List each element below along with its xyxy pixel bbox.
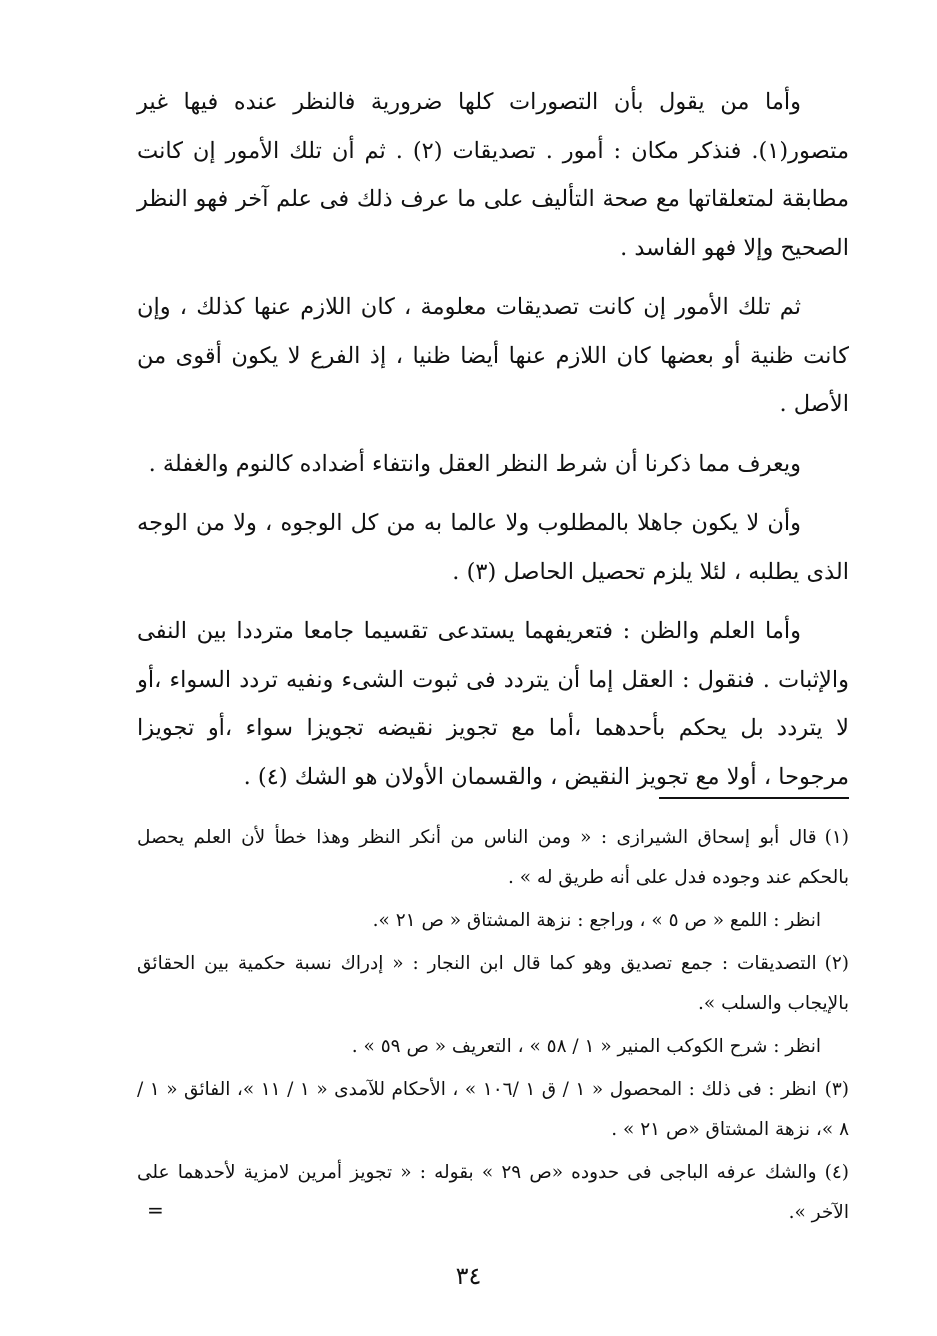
paragraph-1: وأما من يقول بأن التصورات كلها ضرورية فالنظر عنده فيها غير متصور(١). فنذكر مكان : أمور . تصديقات (٢) . ثم أن تلك الأمور إن كانت مطابقة لمتعلقاتها مع صحة التأليف على ما عرف ذلك فى علم آخر فهو النظر الصحيح وإلا فهو الفاسد .	[137, 89, 849, 261]
paragraph-2: ثم تلك الأمور إن كانت تصديقات معلومة ، كان اللازم عنها كذلك ، وإن كانت ظنية أو بعضها كان اللازم عنها أيضا ظنيا ، إذ الفرع لا يكون أقوى من الأصل .	[137, 294, 849, 417]
footnote-3	[137, 1070, 849, 1150]
footnote-number: (٣)	[824, 1079, 850, 1100]
footnote-4	[137, 1153, 849, 1233]
footnote-number: (٤)	[824, 1162, 849, 1183]
footnote-text: قال أبو إسحاق الشيرازى : « ومن الناس من أنكر النظر وهذا خطأ لأن العلم يحصل بالحكم عند وجوده فدل على أنه طريق له » .	[137, 827, 849, 888]
footnote-number: (٢)	[824, 953, 849, 974]
footnote-1	[137, 818, 849, 898]
footnote-text: التصديقات : جمع تصديق وهو كما قال ابن النجار : « إدراك نسبة حكمية بين الحقائق بالإيجاب والسلب ».	[137, 953, 849, 1014]
footnote-2-reference: انظر : شرح الكوكب المنير « ١ / ٥٨ » ، التعريف « ص ٥٩ » .	[351, 1036, 821, 1057]
footnotes	[137, 818, 849, 1236]
paragraph-5: وأما العلم والظن : فتعريفهما يستدعى تقسيما جامعا مترددا بين النفى والإثبات . فنقول : العقل إما أن يتردد فى ثبوت الشىء ونفيه تردد السواء ،أو لا يتردد بل يحكم بأحدهما ،أما مع تجويز نقيضه تجويزا سواء ،أو تجويزا مرجوحا ، أولا مع تجويز النقيض ، والقسمان الأولان هو الشك (٤) .	[137, 618, 849, 790]
footnote-2	[137, 944, 849, 1024]
footnote-separator	[659, 797, 849, 799]
footnote-1-reference: انظر : اللمع « ص ٥ » ، وراجع : نزهة المشتاق « ص ٢١ ».	[372, 910, 821, 931]
footnote-text: والشك عرفه الباجى فى حدوده «ص ٢٩ » بقوله : « تجويز أمرين لامزية لأحدهما على الآخر ».	[137, 1162, 849, 1223]
footnote-text: انظر : فى ذلك : المحصول « ١ / ق ١ /١٠٦ » ، الأحكام للآمدى « ١ / ١١ »، الفائق « ١ / ٨ »، نزهة المشتاق «ص ٢١ » .	[137, 1079, 849, 1140]
main-text	[137, 78, 849, 812]
page-number: ٣٤	[455, 1262, 482, 1290]
paragraph-4: وأن لا يكون جاهلا بالمطلوب ولا عالما به من كل الوجوه ، ولا من الوجه الذى يطلبه ، لئلا يلزم تحصيل الحاصل (٣) .	[137, 510, 849, 585]
paragraph-3: ويعرف مما ذكرنا أن شرط النظر العقل وانتفاء أضداده كالنوم والغفلة .	[148, 450, 801, 477]
footnote-number: (١)	[824, 827, 849, 848]
continuation-mark: =	[147, 1198, 164, 1222]
